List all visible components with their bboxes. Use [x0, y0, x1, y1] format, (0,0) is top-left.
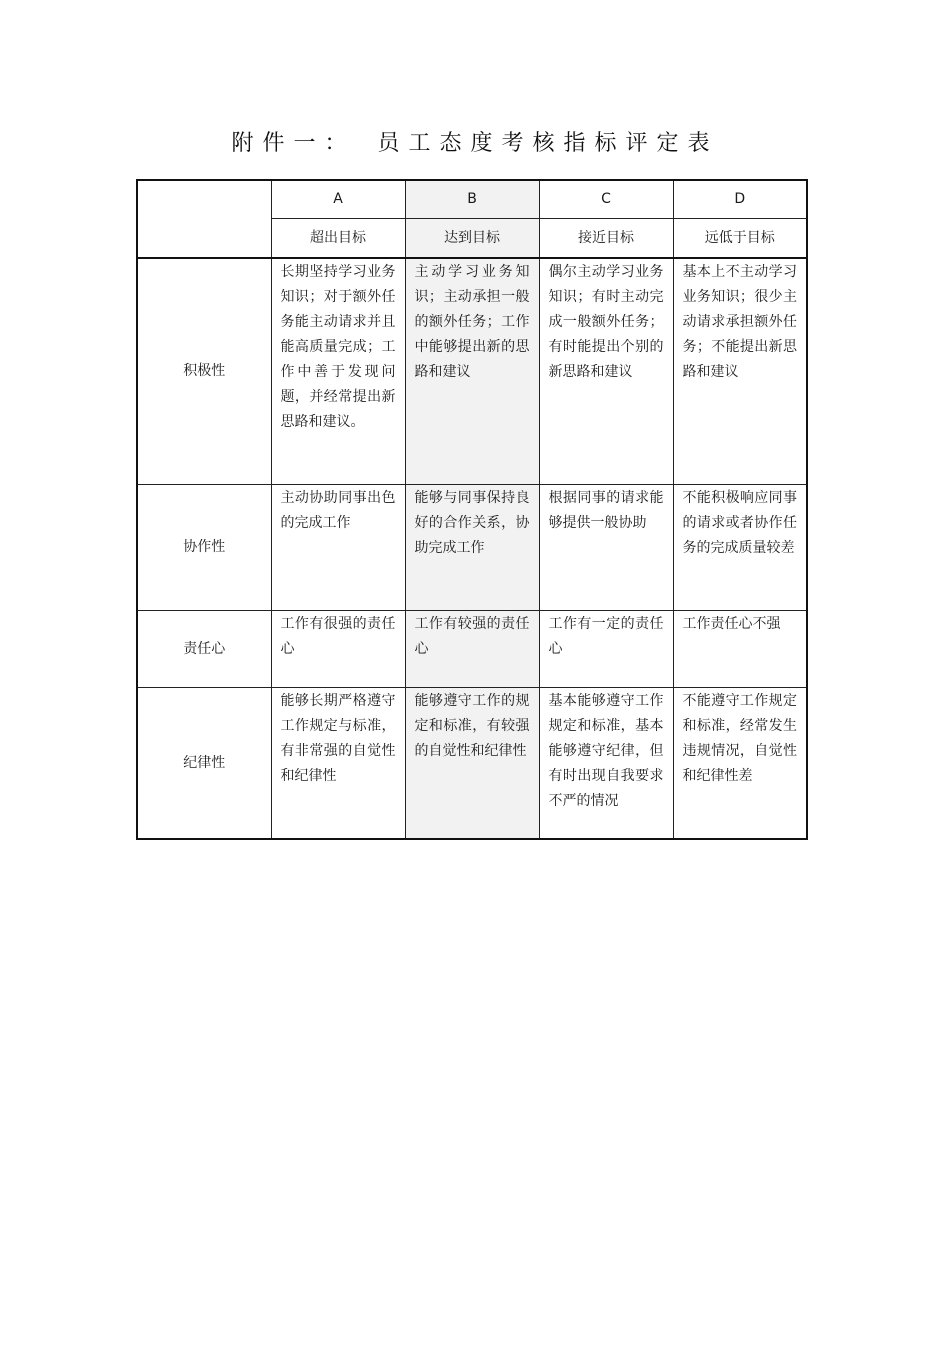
level-b-header: B	[405, 180, 539, 219]
table-row	[137, 485, 807, 611]
level-c-label: 接近目标	[539, 219, 673, 259]
header-row-levels	[137, 180, 807, 219]
row-label-responsibility: 责任心	[137, 611, 271, 688]
table-row	[137, 611, 807, 688]
table-cell: 能够长期严格遵守工作规定与标准，有非常强的自觉性和纪律性	[271, 688, 405, 840]
page-title	[0, 126, 950, 157]
title-main: 员工态度考核指标评定表	[377, 131, 719, 156]
table-cell: 偶尔主动学习业务知识；有时主动完成一般额外任务；有时能提出个别的新思路和建议	[539, 258, 673, 485]
table-cell: 能够与同事保持良好的合作关系，协助完成工作	[405, 485, 539, 611]
table-cell: 根据同事的请求能够提供一般协助	[539, 485, 673, 611]
level-d-header: D	[673, 180, 807, 219]
table-cell: 基本能够遵守工作规定和标准，基本能够遵守纪律，但有时出现自我要求不严的情况	[539, 688, 673, 840]
table-cell: 不能积极响应同事的请求或者协作任务的完成质量较差	[673, 485, 807, 611]
table-cell: 工作有一定的责任心	[539, 611, 673, 688]
table-row	[137, 258, 807, 485]
level-d-label: 远低于目标	[673, 219, 807, 259]
table-cell: 工作责任心不强	[673, 611, 807, 688]
table-cell: 基本上不主动学习业务知识；很少主动请求承担额外任务；不能提出新思路和建议	[673, 258, 807, 485]
corner-cell	[137, 180, 271, 258]
attitude-assessment-table	[136, 179, 808, 840]
row-label-discipline: 纪律性	[137, 688, 271, 840]
row-label-initiative: 积极性	[137, 258, 271, 485]
table-cell: 不能遵守工作规定和标准，经常发生违规情况，自觉性和纪律性差	[673, 688, 807, 840]
table-cell: 能够遵守工作的规定和标准，有较强的自觉性和纪律性	[405, 688, 539, 840]
level-b-label: 达到目标	[405, 219, 539, 259]
table-cell: 工作有较强的责任心	[405, 611, 539, 688]
table-cell: 主动学习业务知识；主动承担一般的额外任务；工作中能够提出新的思路和建议	[405, 258, 539, 485]
table-cell: 主动协助同事出色的完成工作	[271, 485, 405, 611]
level-c-header: C	[539, 180, 673, 219]
table-cell: 长期坚持学习业务知识；对于额外任务能主动请求并且能高质量完成；工作中善于发现问题，并经常提出新思路和建议。	[271, 258, 405, 485]
title-prefix: 附件一：	[231, 131, 356, 156]
table-cell: 工作有很强的责任心	[271, 611, 405, 688]
row-label-cooperation: 协作性	[137, 485, 271, 611]
table-row	[137, 688, 807, 840]
level-a-header: A	[271, 180, 405, 219]
level-a-label: 超出目标	[271, 219, 405, 259]
